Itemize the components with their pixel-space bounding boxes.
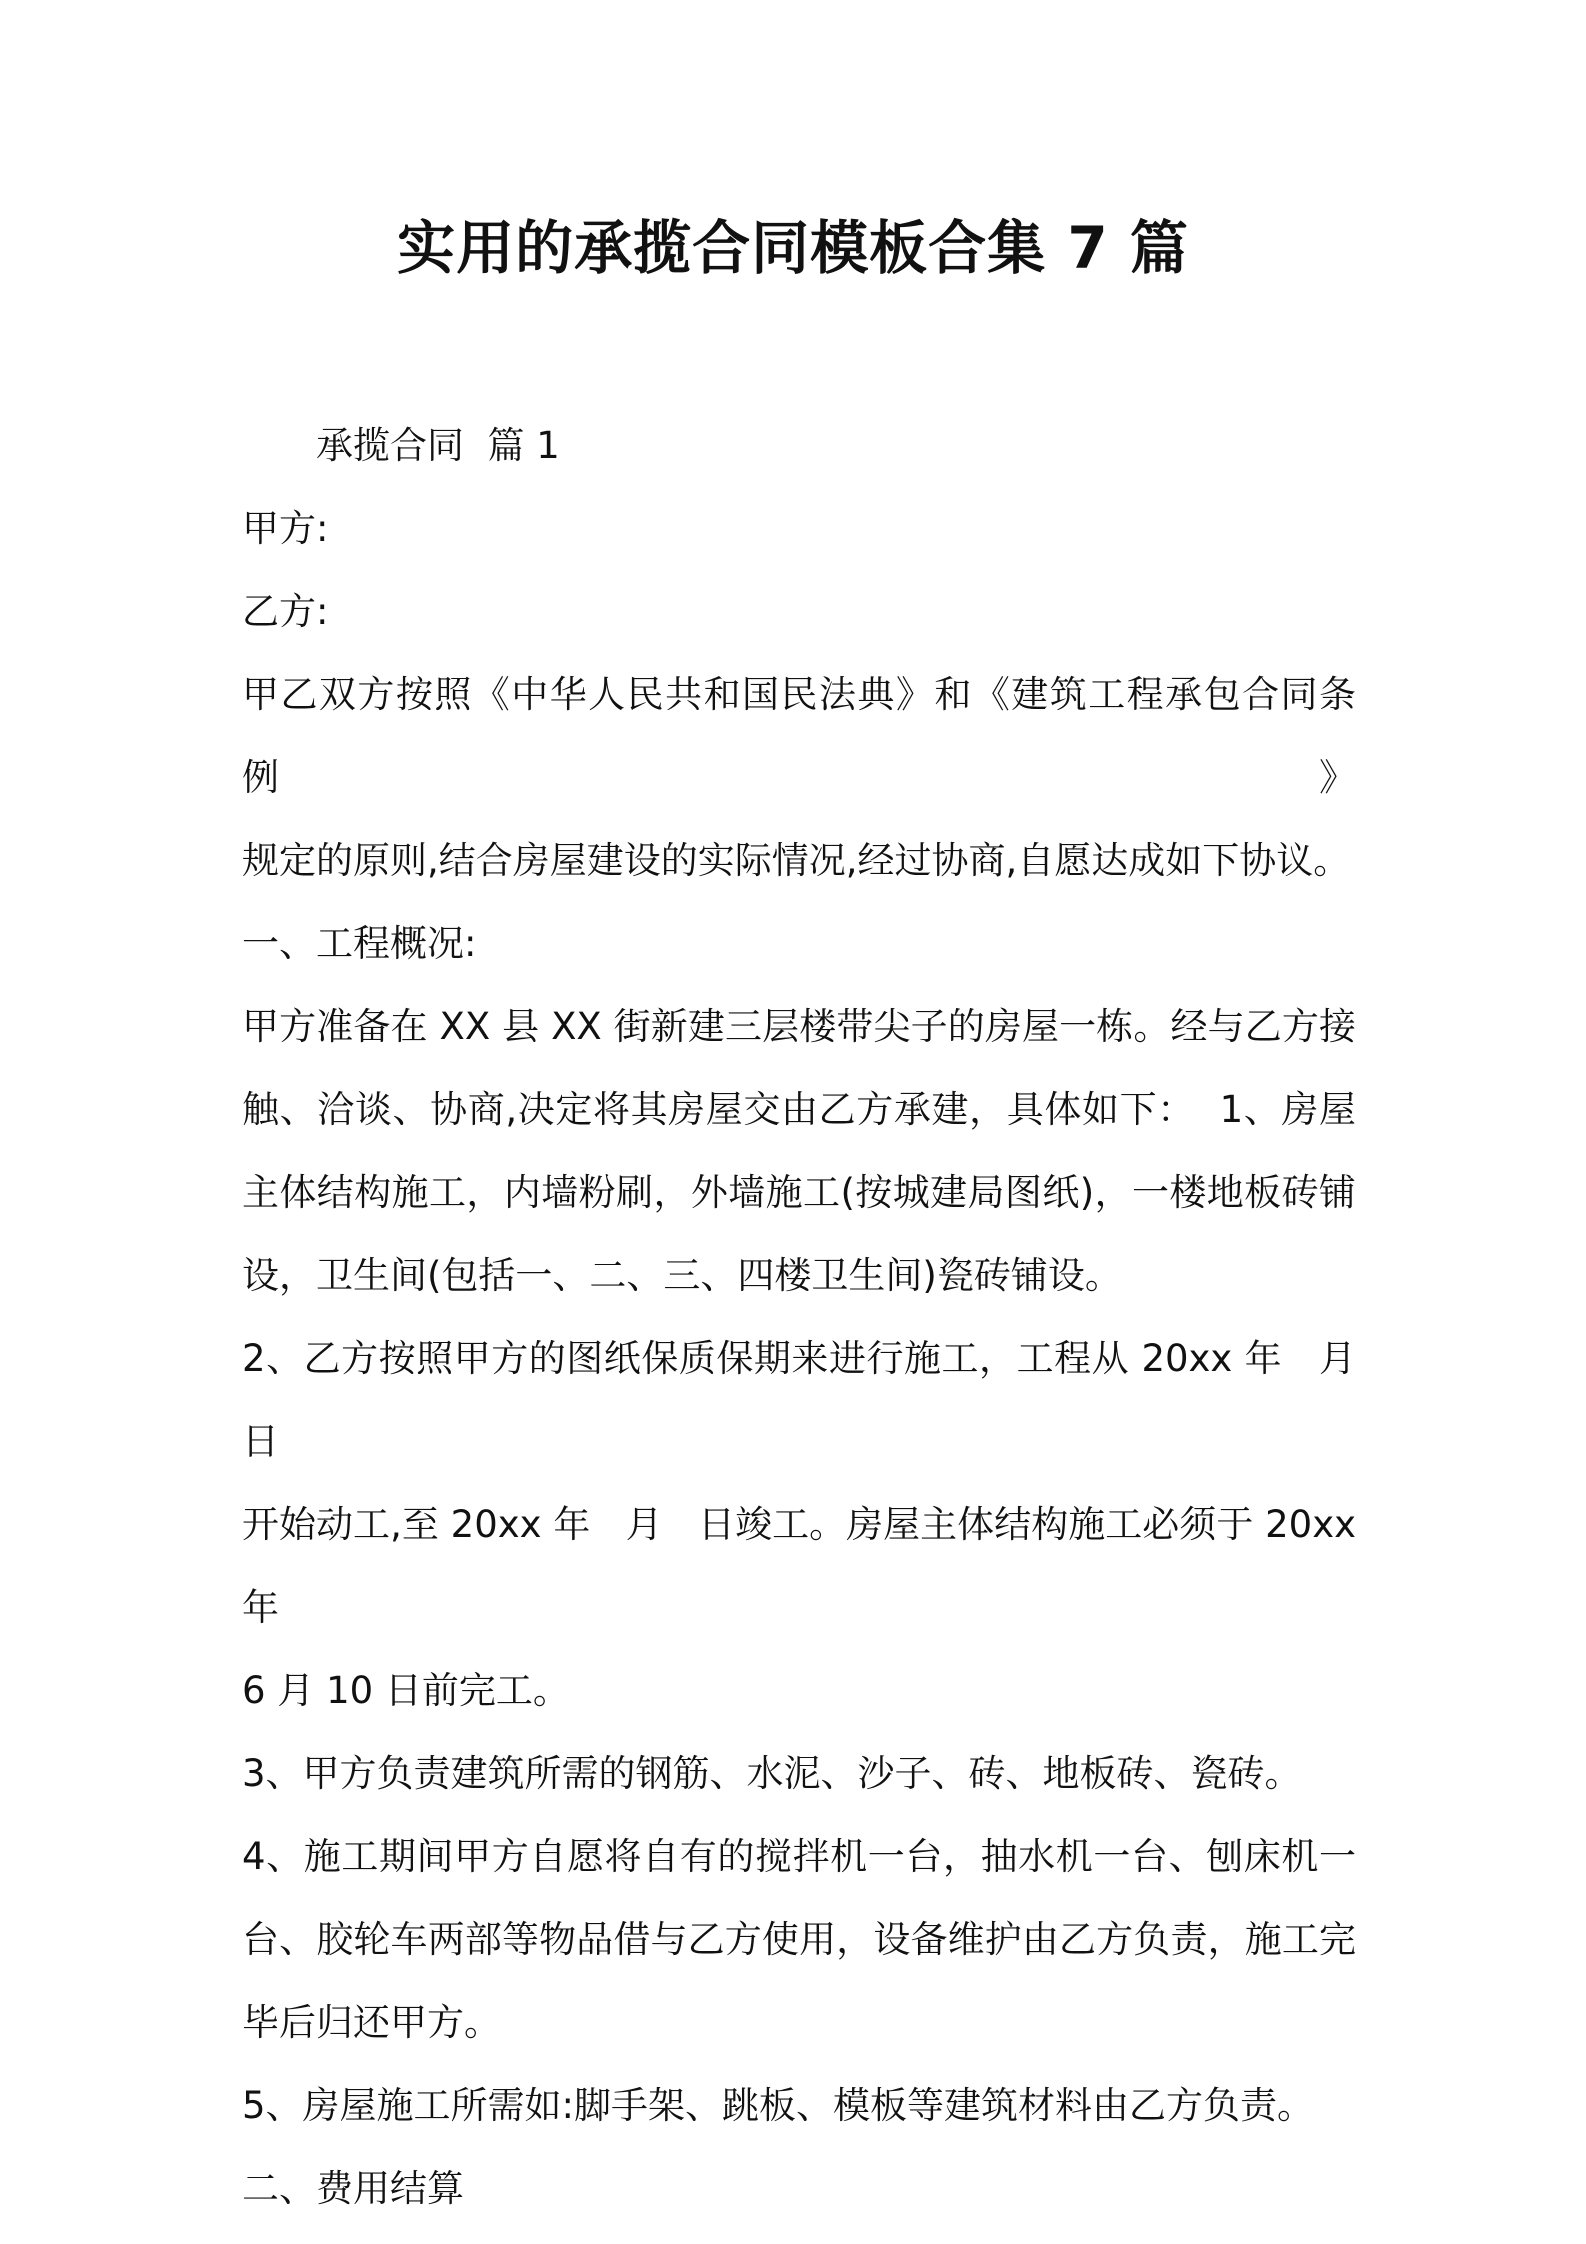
party-b-line: 乙方: (242, 590, 329, 633)
body-line: 6 月 10 日前完工。 (242, 1669, 570, 1712)
body-line: 开始动工,至 20xx 年 月 日竣工。房屋主体结构施工必须于 20xx 年 (242, 1503, 1368, 1629)
body-line: 主体结构施工，内墙粉刷，外墙施工(按城建局图纸)，一楼地板砖铺 (242, 1171, 1356, 1214)
body-line: 触、洽谈、协商,决定将其房屋交由乙方承建，具体如下： 1、房屋 (242, 1088, 1356, 1131)
document-body (242, 404, 1392, 2230)
document-title: 实用的承揽合同模板合集 7 篇 (397, 214, 1189, 282)
body-line: 台、胶轮车两部等物品借与乙方使用，设备维护由乙方负责，施工完 (242, 1918, 1356, 1961)
section-heading: 承揽合同 篇 1 (316, 424, 560, 467)
body-line: 3、甲方负责建筑所需的钢筋、水泥、沙子、砖、地板砖、瓷砖。 (242, 1752, 1302, 1795)
body-line: 毕后归还甲方。 (242, 2001, 501, 2044)
body-line: 规定的原则,结合房屋建设的实际情况,经过协商,自愿达成如下协议。 (242, 839, 1351, 882)
body-line: 4、施工期间甲方自愿将自有的搅拌机一台，抽水机一台、刨床机一 (242, 1835, 1356, 1878)
body-line: 5、房屋施工所需如:脚手架、跳板、模板等建筑材料由乙方负责。 (242, 2084, 1315, 2127)
body-line: 甲方准备在 XX 县 XX 街新建三层楼带尖子的房屋一栋。经与乙方接 (242, 1005, 1356, 1048)
body-line: 甲乙双方按照《中华人民共和国民法典》和《建筑工程承包合同条例》 (242, 673, 1356, 799)
clause-heading: 二、费用结算 (242, 2167, 464, 2210)
clause-heading: 一、工程概况: (242, 922, 477, 965)
body-line: 2、乙方按照甲方的图纸保质保期来进行施工，工程从 20xx 年 月 日 (242, 1337, 1392, 1463)
body-line: 设，卫生间(包括一、二、三、四楼卫生间)瓷砖铺设。 (242, 1254, 1122, 1297)
party-a-line: 甲方: (242, 507, 329, 550)
